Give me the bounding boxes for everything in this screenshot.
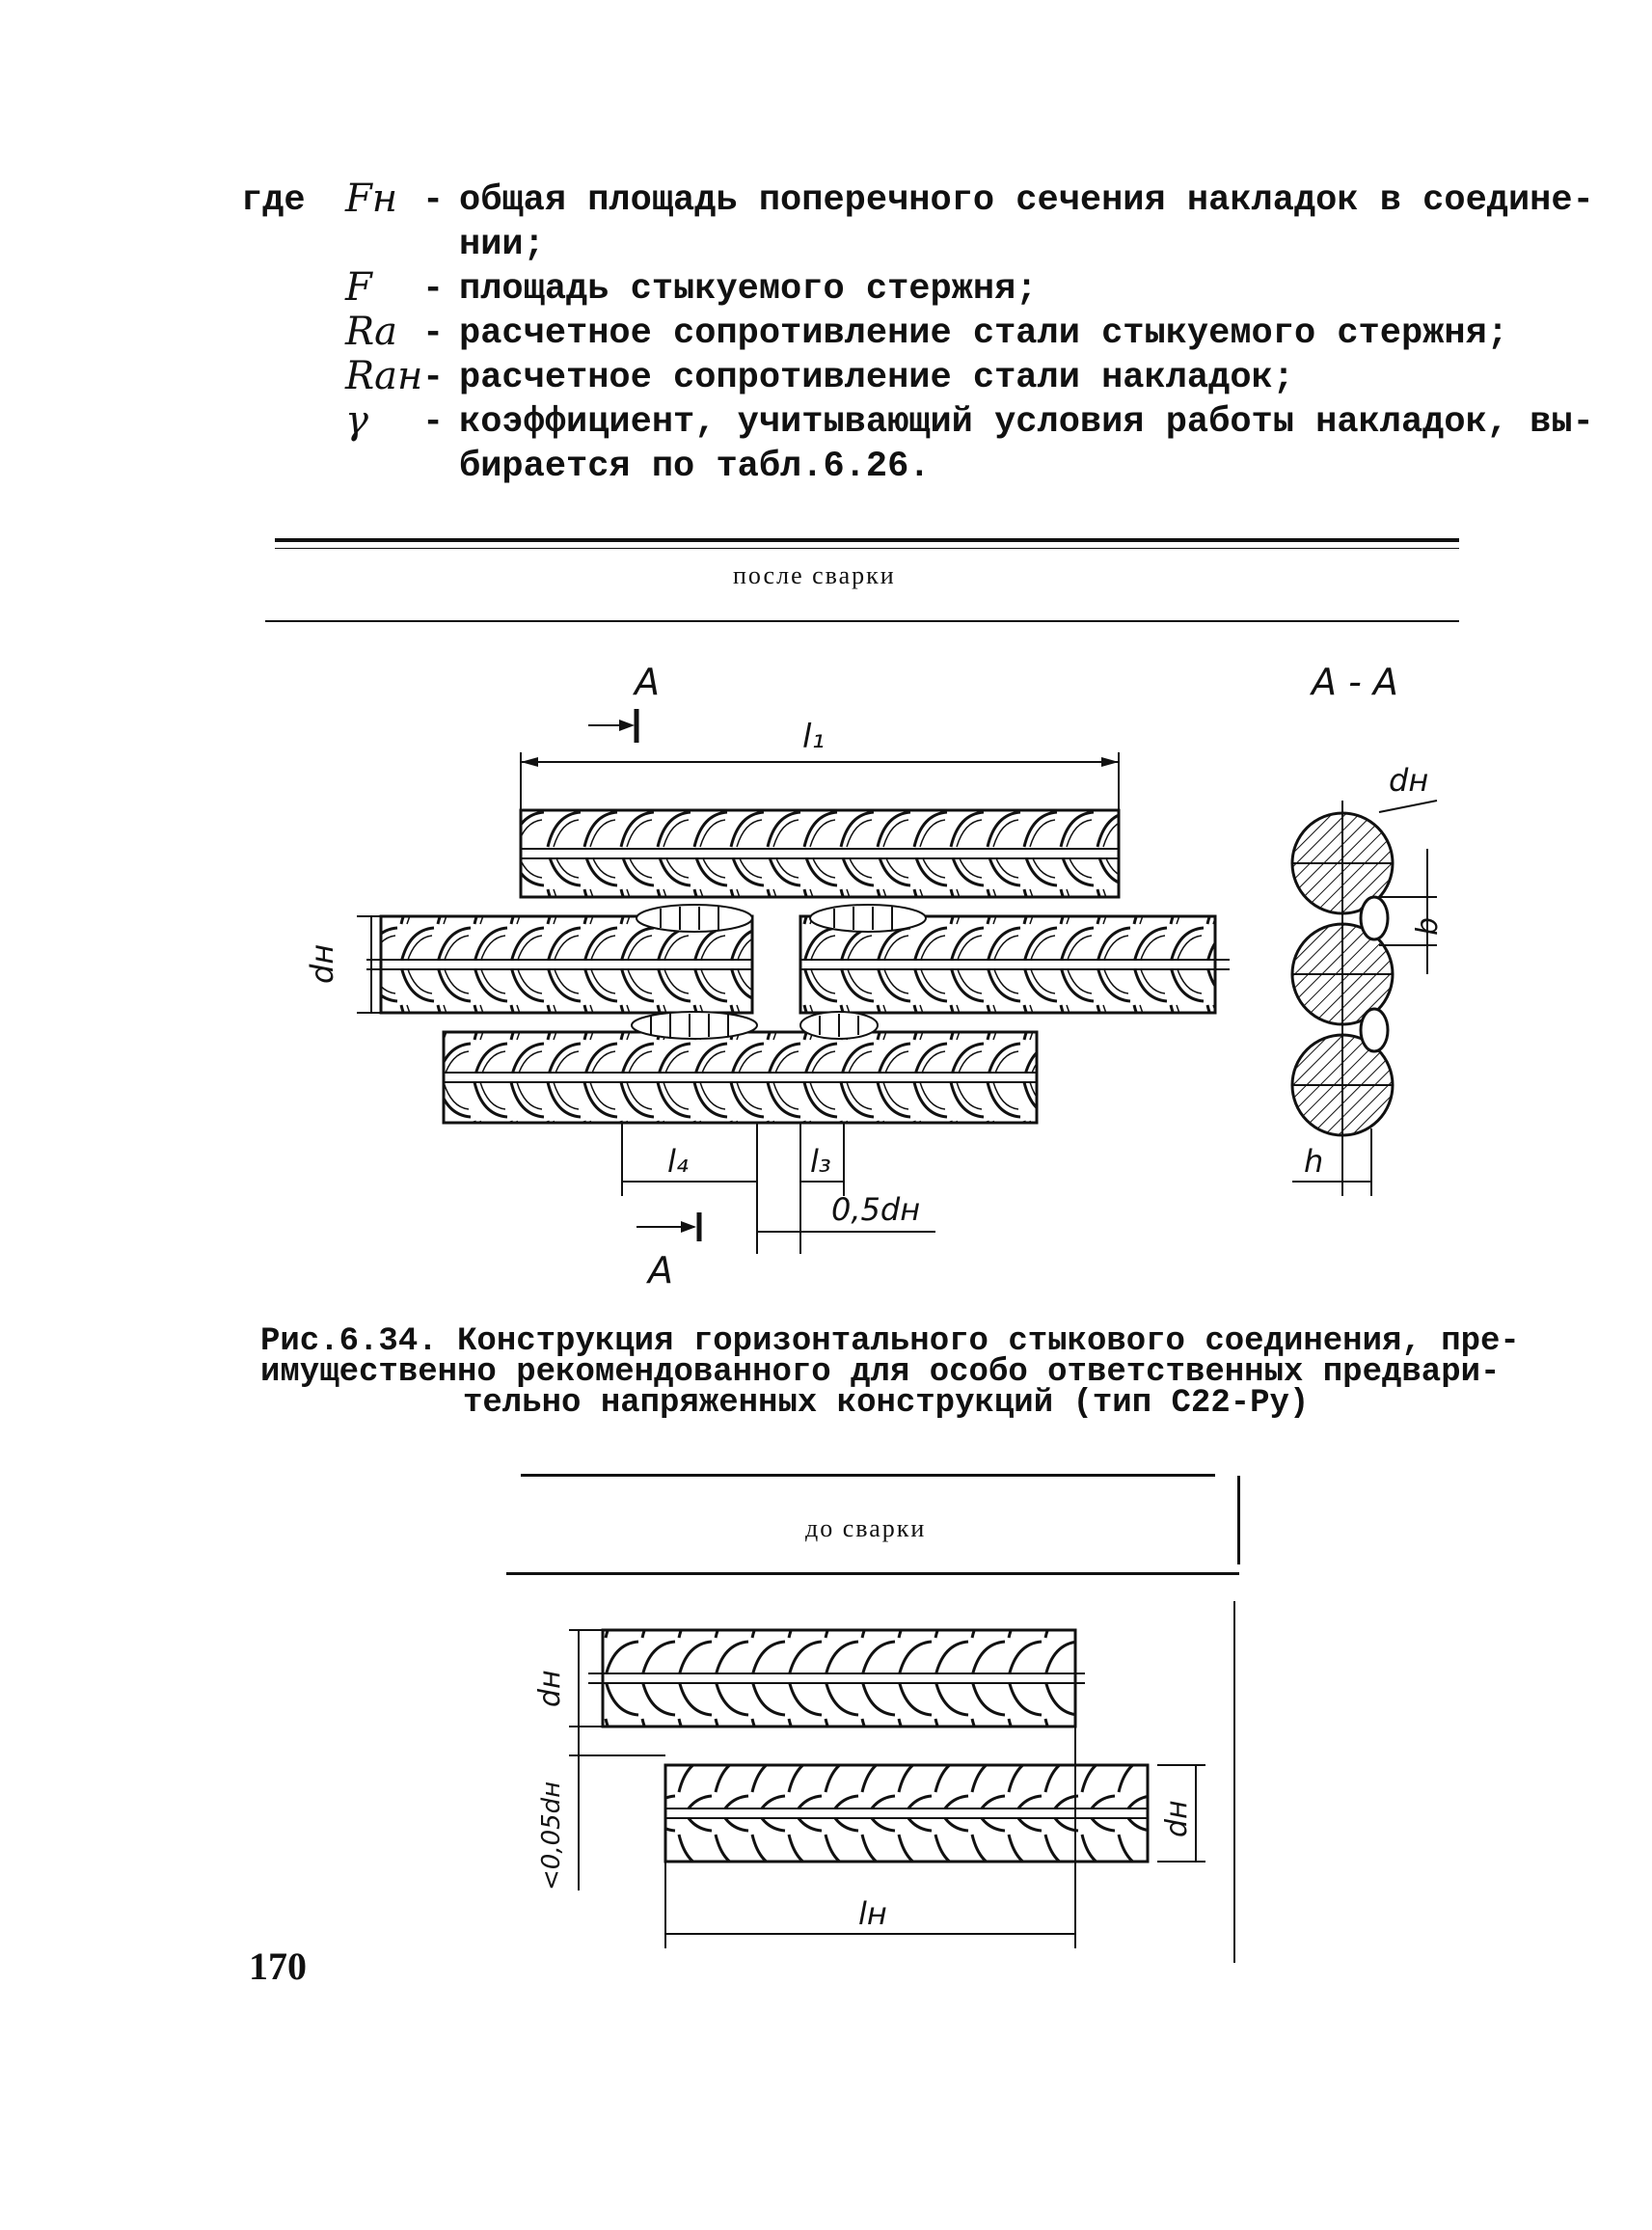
label-half-dn: 0,5dн: [831, 1191, 921, 1228]
section-title: A - A: [1312, 661, 1398, 703]
fig2-rule-bottom: [506, 1572, 1239, 1575]
weld-seam-upper: [636, 905, 926, 932]
figure1-header: после сварки: [733, 561, 896, 589]
section-mark-bottom: [636, 1212, 699, 1241]
dash: -: [422, 269, 445, 310]
top-rebar: [521, 810, 1119, 897]
upper-rebar-before: [588, 1630, 1085, 1727]
label-l4: l₄: [667, 1143, 689, 1180]
caption-line-3: тельно напряженных конструкций (тип С22-Ру): [463, 1385, 1310, 1422]
section-letter-top: A: [635, 661, 660, 703]
label-gap: <0,05dн: [537, 1781, 566, 1890]
dash: -: [422, 180, 445, 221]
label-dn-top: dн: [533, 1670, 567, 1707]
definition-text: коэффициент, учитывающий условия работы накладок, вы-: [459, 402, 1594, 443]
label-h: h: [1304, 1143, 1324, 1180]
dim-l1: [521, 752, 1119, 810]
dash: -: [422, 402, 445, 443]
definition-text: расчетное сопротивление стали накладок;: [459, 358, 1294, 398]
label-ln: lн: [858, 1895, 887, 1932]
symbol-ran: Rан: [345, 354, 423, 398]
label-b: b: [1411, 916, 1445, 936]
caption-line-2: имущественно рекомендованного для особо ответственных предвари-: [260, 1354, 1501, 1391]
fig2-rule-vertical: [1237, 1476, 1240, 1564]
where-label: где: [241, 180, 306, 221]
section-view: [1292, 801, 1437, 1196]
definition-text-cont: нии;: [459, 225, 545, 265]
figure2-header: до сварки: [805, 1514, 927, 1542]
header-rule-bottom: [265, 620, 1459, 622]
page-number: 170: [249, 1944, 307, 1988]
label-l3: l₃: [810, 1143, 831, 1180]
section-mark-top: [588, 709, 636, 743]
dash: -: [422, 358, 445, 398]
symbol-fn: Fн: [345, 177, 398, 221]
dash: -: [422, 313, 445, 354]
header-rule-top-thin: [275, 548, 1459, 549]
bottom-rebar: [444, 1032, 1037, 1123]
label-dn-right: dн: [1160, 1800, 1194, 1837]
section-letter-bottom: A: [648, 1249, 673, 1292]
definition-text: расчетное сопротивление стали стыкуемого стержня;: [459, 313, 1508, 354]
label-l1: l₁: [802, 718, 826, 756]
figure2-drawing: [530, 1601, 1263, 1968]
caption-line-1: Рис.6.34. Конструкция горизонтального стыкового соединения, пре-: [260, 1323, 1520, 1360]
definition-text: общая площадь поперечного сечения накладок в соедине-: [459, 180, 1594, 221]
dim-dn-left: [357, 916, 381, 1013]
definition-text-cont: бирается по табл.6.26.: [459, 447, 931, 487]
fig2-rule-top: [521, 1474, 1215, 1477]
figure-caption: [260, 1323, 1520, 1422]
symbol-gamma: γ: [345, 398, 368, 443]
header-rule-top: [275, 538, 1459, 542]
label-dn-left: dн: [304, 943, 340, 984]
figure1-drawing: [289, 656, 1485, 1292]
symbol-f: F: [345, 265, 372, 310]
symbol-ra: Rа: [345, 310, 397, 354]
definition-text: площадь стыкуемого стержня;: [459, 269, 1038, 310]
label-dn-section: dн: [1389, 762, 1429, 799]
